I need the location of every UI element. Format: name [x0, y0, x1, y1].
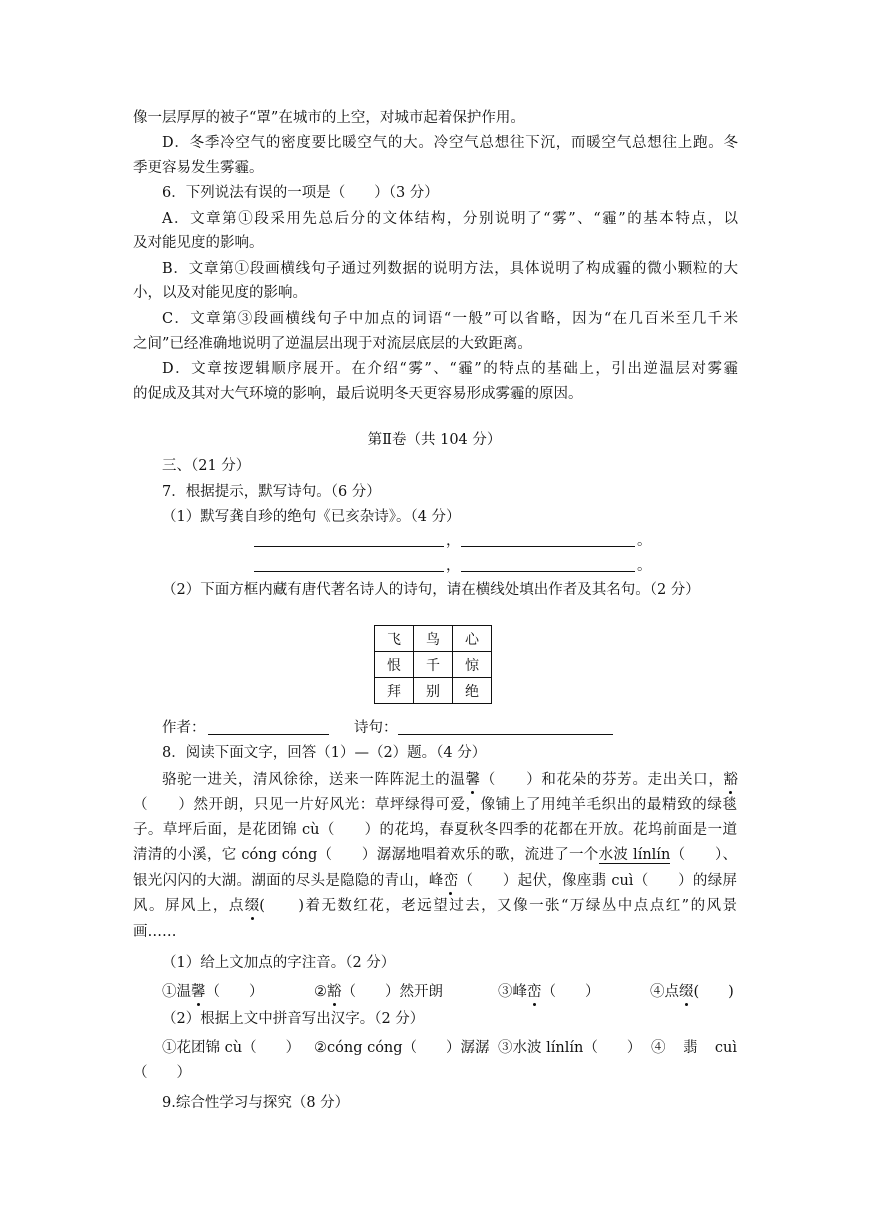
section-title: 第Ⅱ卷（共 104 分）	[367, 432, 502, 448]
answer-line[interactable]	[254, 571, 444, 572]
answer-item[interactable]: ②cóng cóng（ ）潺潺	[314, 1040, 490, 1056]
grid-cell: 恨	[375, 652, 414, 678]
answer-blank[interactable]: （ ）	[541, 984, 600, 1000]
passage-text: ( )着无数红花，老远望过去，又像一张“万绿丛中点点红”的风景	[259, 898, 738, 914]
poem-grid	[374, 625, 492, 704]
underlined-text: 水波 línlín	[598, 847, 671, 863]
period: 。	[637, 558, 652, 574]
answer-text: ④点	[650, 984, 679, 1000]
text-line: 之间”已经准确地说明了逆温层出现于对流层底层的大致距离。	[133, 336, 532, 352]
question-7-2: （2）下面方框内藏有唐代著名诗人的诗句，请在横线处填出作者及其名句。（2 分）	[162, 582, 700, 598]
answer-line[interactable]	[461, 546, 635, 547]
text-line: 及对能见度的影响。	[133, 235, 264, 251]
passage-line: 子。草坪后面，是花团锦 cù（ ）的花坞，春夏秋冬四季的花都在开放。花坞前面是一道	[133, 822, 737, 838]
text-line: 小，以及对能见度的影响。	[133, 285, 307, 301]
passage-text: 骆驼一进关，清风徐徐，送来一阵阵泥土的温	[162, 772, 466, 788]
dotted-char: 缀	[244, 898, 260, 914]
passage-line: 画……	[133, 924, 177, 940]
poem-label: 诗句：	[354, 720, 398, 736]
author-answer-line[interactable]	[208, 734, 329, 735]
question-7: 7．根据提示，默写诗句。（6 分）	[162, 484, 381, 500]
dotted-char: 豁	[327, 984, 342, 1000]
period: 。	[637, 533, 652, 549]
author-label: 作者：	[162, 720, 206, 736]
answer-text: ②	[314, 984, 327, 1000]
grid-cell: 飞	[375, 626, 414, 652]
answer-blank[interactable]: ( )	[693, 984, 734, 1000]
answer-blank[interactable]: （ ）	[133, 1065, 191, 1081]
poem-answer-line[interactable]	[398, 734, 613, 735]
option-a: A．文章第①段采用先总后分的文体结构，分别说明了“雾”、“霾”的基本特点，以	[162, 211, 738, 227]
answer-blank[interactable]: （ ）	[205, 984, 264, 1000]
answer-item	[498, 982, 600, 1002]
passage-text: 清清的小溪，它 cóng cóng（ ）潺潺地唱着欢乐的歌，流进了一个	[133, 847, 599, 863]
passage-line: （ ）然开朗，只见一片好风光：草坪绿得可爱，像铺上了用纯羊毛织出的最精致的绿毯	[133, 797, 737, 813]
passage-line	[133, 845, 737, 865]
answer-text: ③峰	[498, 984, 527, 1000]
grid-cell: 拜	[375, 678, 414, 704]
part-three: 三、（21 分）	[162, 458, 251, 474]
question-8-2: （2）根据上文中拼音写出汉字。（2 分）	[162, 1011, 425, 1027]
passage-text: 风。屏风上，点	[133, 898, 245, 914]
comma: ，	[446, 533, 461, 549]
dotted-char: 豁	[723, 772, 739, 788]
comma: ，	[446, 558, 461, 574]
answer-blank[interactable]: （ ）然开朗	[341, 984, 443, 1000]
answer-item[interactable]: ③水波 línlín（ ）	[498, 1040, 642, 1056]
question-9: 9.综合性学习与探究（8 分）	[162, 1095, 350, 1111]
passage-line	[133, 871, 737, 891]
question-8: 8．阅读下面文字，回答（1）—（2）题。（4 分）	[162, 745, 487, 761]
answer-line[interactable]	[254, 546, 444, 547]
dotted-char: 峦	[527, 984, 542, 1000]
answer-line[interactable]	[461, 571, 635, 572]
question-6: 6．下列说法有误的一项是（ ）（3 分）	[162, 185, 439, 201]
text-line: 像一层厚厚的被子“罩”在城市的上空，对城市起着保护作用。	[133, 110, 525, 126]
option-c: C．文章第③段画横线句子中加点的词语“一般”可以省略，因为“在几百米至几千米	[162, 311, 738, 327]
passage-line	[162, 770, 738, 790]
option-d2: D．文章按逻辑顺序展开。在介绍“雾”、“霾”的特点的基础上，引出逆温层对雾霾	[162, 361, 738, 377]
dotted-char: 峦	[443, 873, 459, 889]
answer-text: ①温	[162, 984, 191, 1000]
passage-line	[133, 896, 737, 916]
question-8-1: （1）给上文加点的字注音。（2 分）	[162, 955, 396, 971]
answer-item	[162, 982, 264, 1002]
dotted-char: 馨	[465, 772, 481, 788]
answer-item[interactable]: ④ 翡 cuì	[651, 1040, 737, 1056]
passage-text: （ ）、	[670, 847, 737, 863]
grid-cell: 心	[453, 626, 492, 652]
option-b: B．文章第①段画横线句子通过列数据的说明方法，具体说明了构成霾的微小颗粒的大	[162, 261, 738, 277]
answer-item	[314, 982, 443, 1002]
option-d: D．冬季冷空气的密度要比暖空气的大。冷空气总想往下沉，而暖空气总想往上跑。冬	[162, 135, 738, 151]
text-line: 的促成及其对大气环境的影响，最后说明冬天更容易形成雾霾的原因。	[133, 386, 583, 402]
passage-text: （ ）和花朵的芬芳。走出关口，	[480, 772, 724, 788]
grid-cell: 惊	[453, 652, 492, 678]
question-7-1: （1）默写龚自珍的绝句《已亥杂诗》。（4 分）	[162, 509, 461, 525]
grid-cell: 千	[414, 652, 453, 678]
grid-cell: 绝	[453, 678, 492, 704]
dotted-char: 馨	[191, 984, 206, 1000]
answer-item	[650, 982, 734, 1002]
answer-item[interactable]: ①花团锦 cù（ ）	[162, 1040, 301, 1056]
dotted-char: 缀	[679, 984, 694, 1000]
grid-cell: 鸟	[414, 626, 453, 652]
text-line: 季更容易发生雾霾。	[133, 160, 264, 176]
grid-cell: 别	[414, 678, 453, 704]
passage-text: 银光闪闪的大湖。湖面的尽头是隐隐的青山，峰	[133, 873, 444, 889]
passage-text: （ ）起伏，像座翡 cuì（ ）的绿屏	[458, 873, 737, 889]
